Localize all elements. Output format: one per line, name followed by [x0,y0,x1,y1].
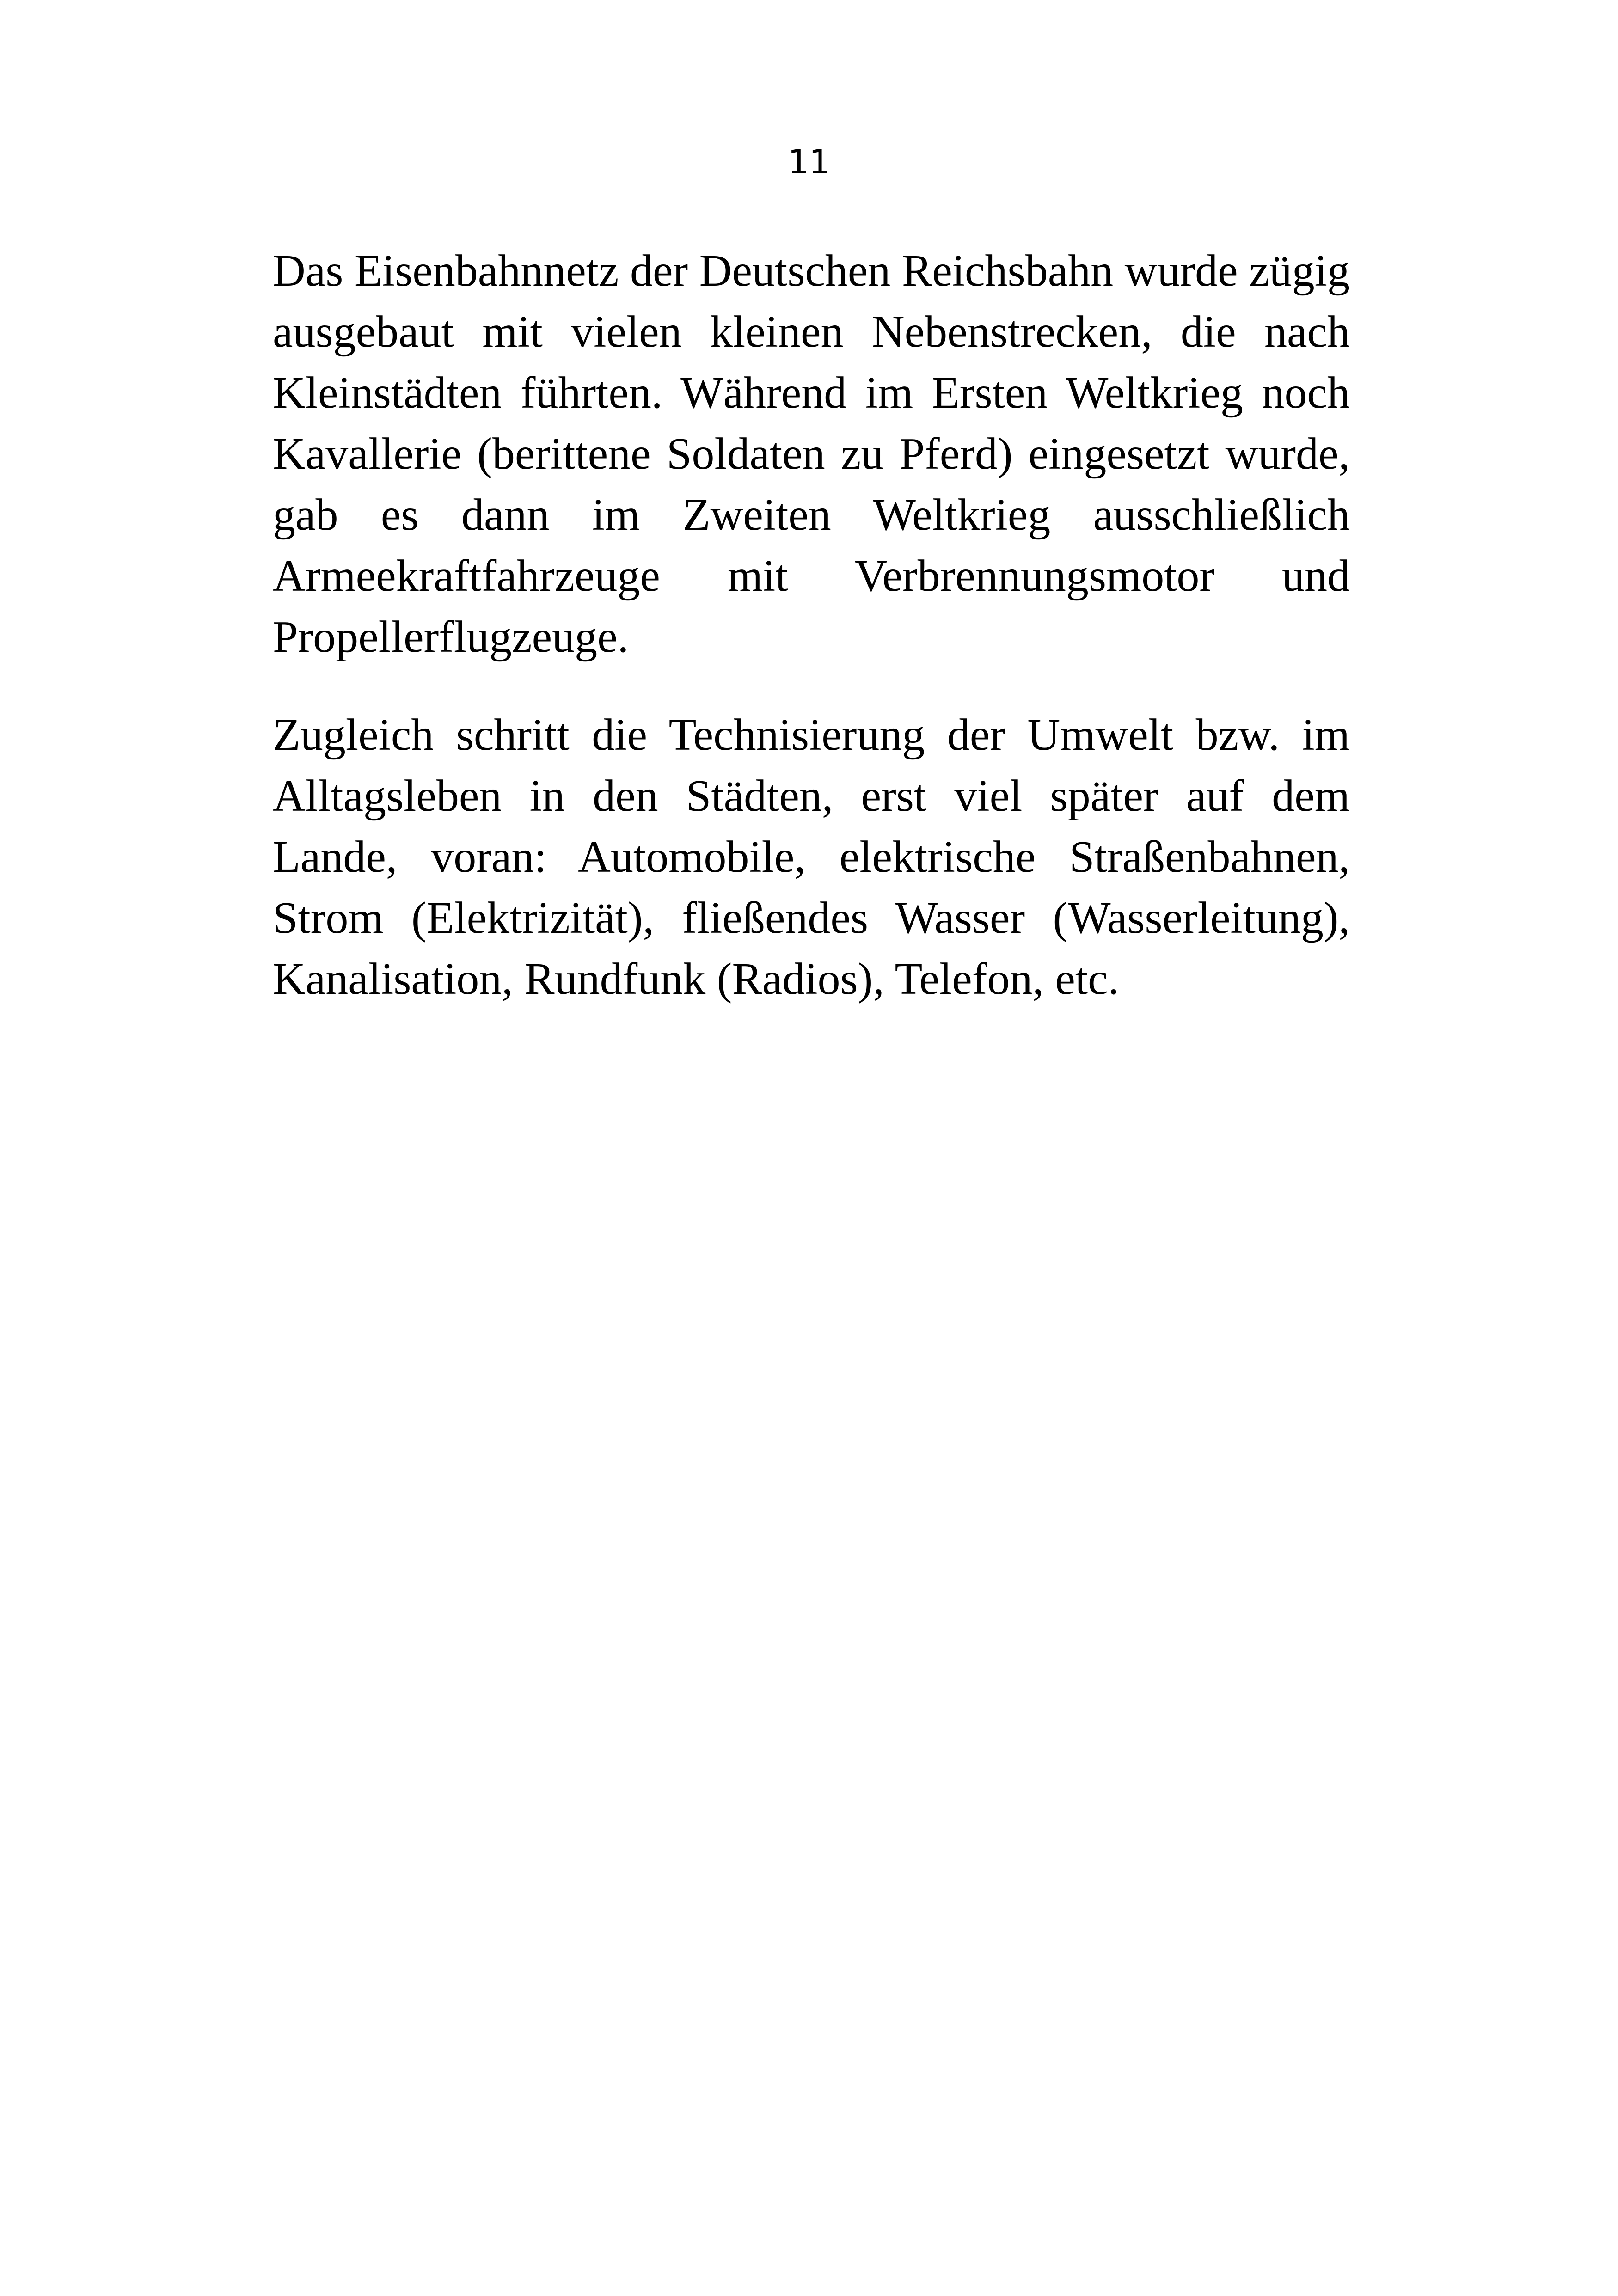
paragraph-technification: Zugleich schritt die Technisierung der Umwelt bzw. im Alltagsleben in den Städten, erst viel später auf dem Lande, voran: Automobile, elektrische Straßenbahnen, Strom (Elektrizität), fließendes Wasser (Wasserleitung), Kanalisation, Rundfunk (Radios), Telefon, etc. [273,710,1350,1004]
body-text [273,240,1350,1010]
page-number: 11 [788,142,830,181]
paragraph-railway-network: Das Eisenbahnnetz der Deutschen Reichsbahn wurde zügig ausgebaut mit vielen kleinen Nebenstrecken, die nach Kleinstädten führten. Während im Ersten Weltkrieg noch Kavallerie (berittene Soldaten zu Pferd) eingesetzt wurde, gab es dann im Zweiten Weltkrieg ausschließlich Armeekraftfahrzeuge mit Verbrennungsmotor und Propellerflugzeuge. [273,246,1350,662]
